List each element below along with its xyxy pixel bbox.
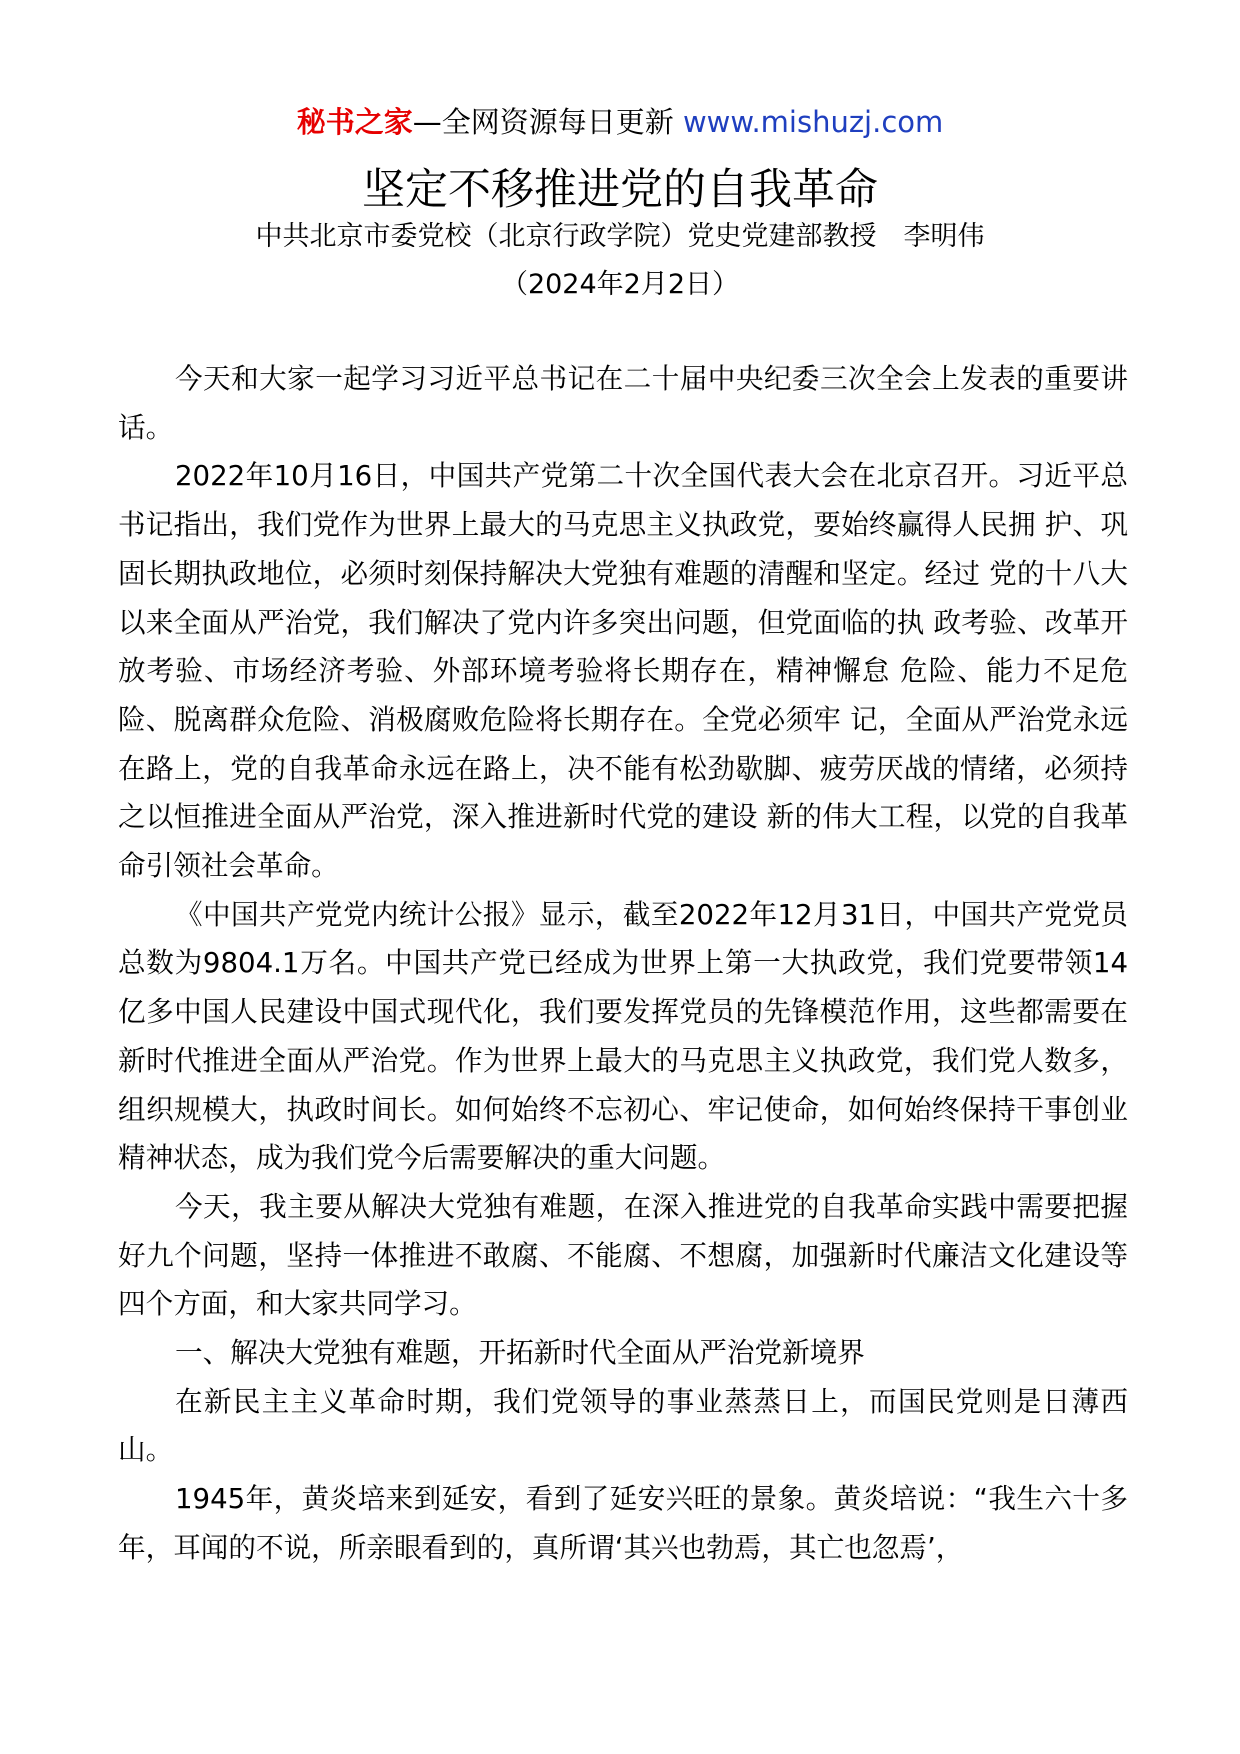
document-author: 中共北京市委党校（北京行政学院）党史党建部教授 李明伟 bbox=[255, 221, 985, 252]
site-brand: 秘书之家 bbox=[296, 105, 413, 139]
document-body bbox=[118, 355, 1128, 1573]
site-tagline: —全网资源每日更新 bbox=[412, 105, 683, 139]
body-paragraph: 在新民主主义革命时期，我们党领导的事业蒸蒸日上，而国民党则是日薄西山。 bbox=[118, 1384, 1128, 1467]
body-paragraph: 《中国共产党党内统计公报》显示，截至2022年12月31日，中国共产党党员总数为9804.1万名。中国共产党已经成为世界上第一大执政党，我们党要带领14亿多中国人民建设中国式现代化，我们要发挥党员的先锋模范作用，这些都需要在新时代推进全面从严治党。作为世界上最大的马克思主义执政党，我们党人数多，组织规模大，执政时间长。如何始终不忘初心、牢记使命，如何始终保持干事创业精神状态，成为我们党今后需要解决的重大问题。 bbox=[118, 897, 1128, 1175]
site-header bbox=[0, 100, 1240, 144]
document-title: 坚定不移推进党的自我革命 bbox=[362, 165, 878, 215]
body-paragraph: 今天，我主要从解决大党独有难题，在深入推进党的自我革命实践中需要把握好九个问题，坚持一体推进不敢腐、不能腐、不想腐，加强新时代廉洁文化建设等四个方面，和大家共同学习。 bbox=[118, 1189, 1128, 1321]
body-paragraph: 今天和大家一起学习习近平总书记在二十届中央纪委三次全会上发表的重要讲话。 bbox=[118, 362, 1128, 444]
section-heading: 一、解决大党独有难题，开拓新时代全面从严治党新境界 bbox=[175, 1336, 865, 1370]
body-paragraph: 1945年，黄炎培来到延安，看到了延安兴旺的景象。黄炎培说：“我生六十多年，耳闻的不说，所亲眼看到的，真所谓‘其兴也勃焉，其亡也忽焉’， bbox=[118, 1482, 1128, 1564]
body-paragraph: 2022年10月16日，中国共产党第二十次全国代表大会在北京召开。习近平总书记指出，我们党作为世界上最大的马克思主义执政党，要始终赢得人民拥 护、巩固长期执政地位，必须时刻保持解决大党独有难题的清醒和坚定。经过 党的十八大以来全面从严治党，我们解决了党内许多突出问题，但党面临的执 政考验、改革开放考验、市场经济考验、外部环境考验将长期存在，精神懈怠 危险、能力不足危险、脱离群众危险、消极腐败危险将长期存在。全党必须牢 记，全面从严治党永远在路上，党的自我革命永远在路上，决不能有松劲歇脚、疲劳厌战的情绪，必须持之以恒推进全面从严治党，深入推进新时代党的建设 新的伟大工程，以党的自我革命引领社会革命。 bbox=[118, 459, 1128, 883]
document-date: （2024年2月2日） bbox=[500, 269, 740, 300]
site-url-link[interactable]: www.mishuzj.com bbox=[682, 105, 944, 139]
